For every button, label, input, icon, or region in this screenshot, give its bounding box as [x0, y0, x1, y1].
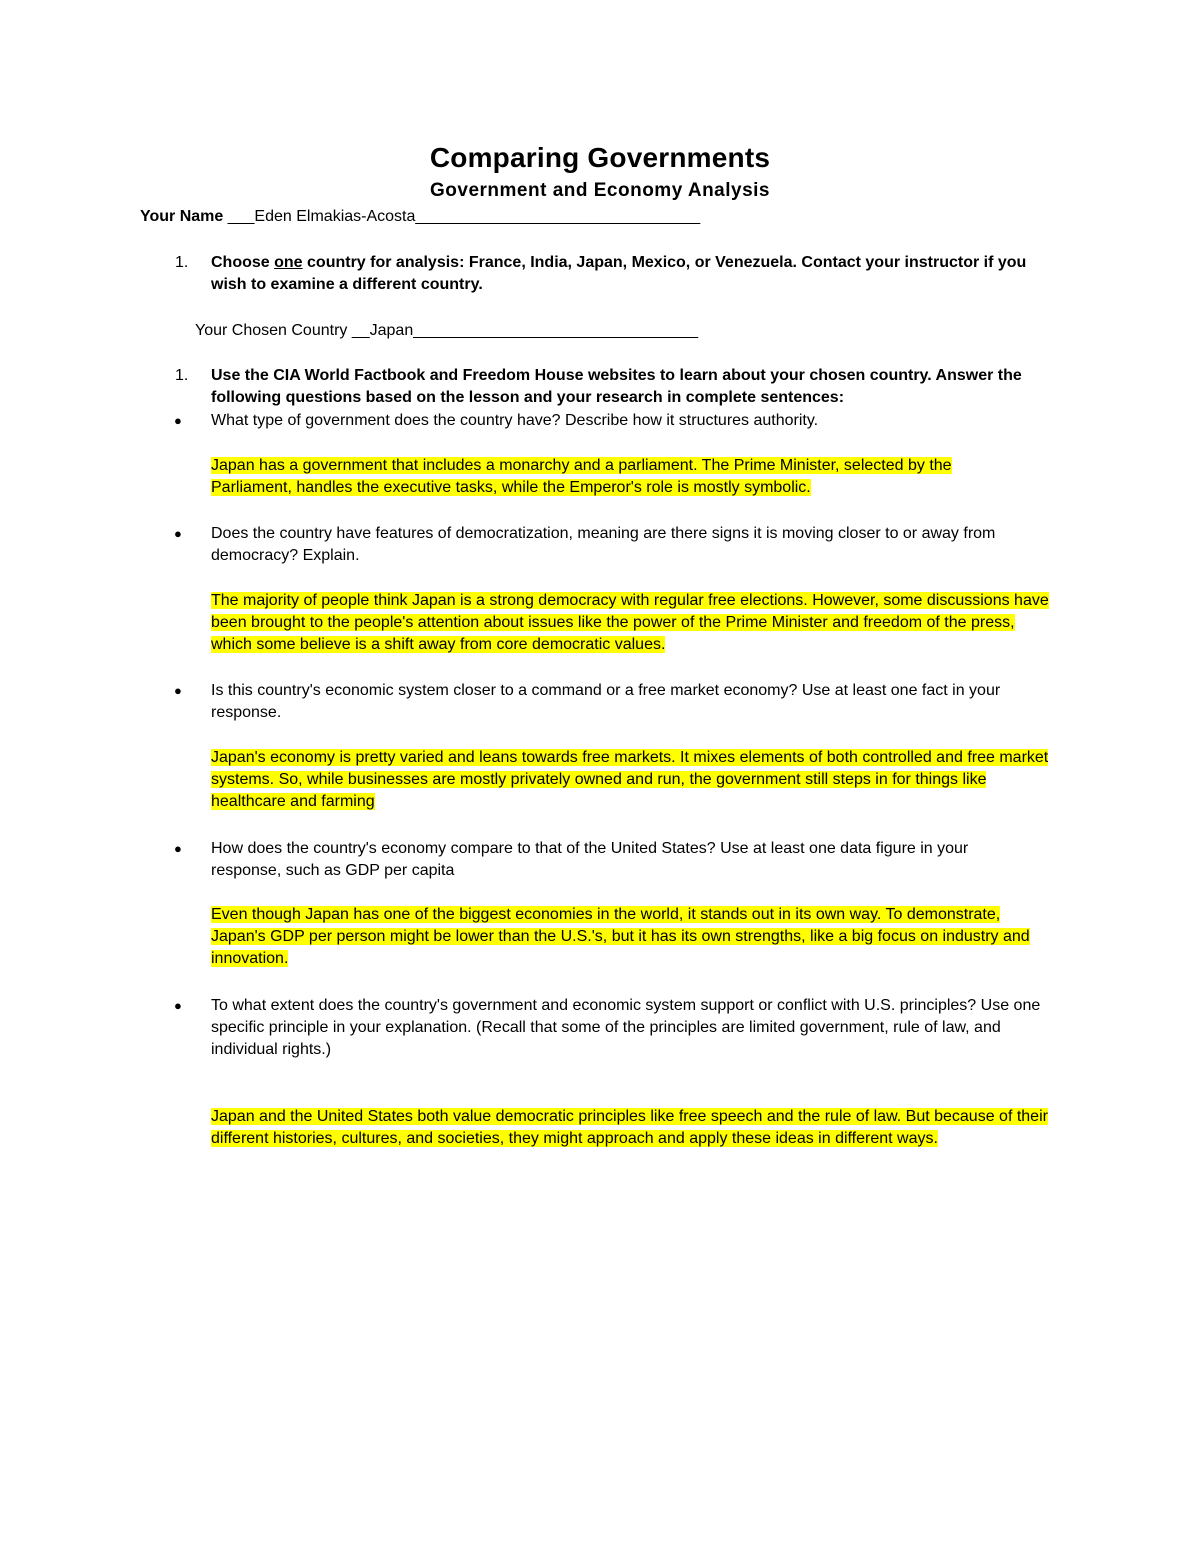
bullet-icon: ●: [174, 998, 182, 1013]
name-line: [140, 206, 700, 228]
question-item-3: Is this country's economic system closer to a command or a free market economy? Use at least one fact in your response.: [211, 682, 1001, 721]
answer-item-2: [211, 590, 1056, 656]
question-item-5: To what extent does the country's government and economic system support or conflict with U.S. principles? Use one specific principle in your explanation. (Recall that some of the principles are limited government, rule of law, and individual rights.): [211, 997, 1041, 1058]
bullet-icon: ●: [174, 841, 182, 856]
answer-item-3: [211, 747, 1056, 813]
answer-highlight: Japan and the United States both value democratic principles like free speech and the rule of law. But because of their different histories, cultures, and societies, they might approach and apply these ideas in different ways.: [211, 1108, 1048, 1147]
bullet-icon: ●: [174, 413, 182, 428]
name-label: Your Name: [140, 208, 224, 225]
name-value: ___Eden Elmakias-Acosta________________________________: [227, 208, 701, 225]
question-2-text: Use the CIA World Factbook and Freedom House websites to learn about your chosen country. Answer the following questions based on the lesson and your research in complete sentences:: [211, 367, 1022, 406]
question-item-4: How does the country's economy compare to that of the United States? Use at least one data figure in your response, such as GDP per capita: [211, 840, 969, 879]
question-1-number: 1.: [175, 254, 189, 271]
answer-highlight: Even though Japan has one of the biggest economies in the world, it stands out in its own way. To demonstrate, Japan's GDP per person might be lower than the U.S.'s, but it has its own strengths, like a big focus on industry and innovation.: [211, 906, 1030, 967]
document-subtitle: Government and Economy Analysis: [430, 180, 770, 201]
q1-text-a: Choose: [211, 254, 275, 271]
bullet-icon: ●: [174, 526, 182, 541]
answer-item-5: [211, 1106, 1061, 1150]
bullet-icon: ●: [174, 683, 182, 698]
chosen-country-line: Your Chosen Country __Japan________________________________: [195, 322, 698, 339]
answer-highlight: Japan's economy is pretty varied and leans towards free markets. It mixes elements of both controlled and free market systems. So, while businesses are mostly privately owned and run, the government still steps in for things like healthcare and farming: [211, 749, 1049, 810]
question-item-2: Does the country have features of democratization, meaning are there signs it is moving closer to or away from democracy? Explain.: [211, 525, 996, 564]
question-item-1: What type of government does the country have? Describe how it structures authority.: [211, 412, 819, 429]
answer-highlight: Japan has a government that includes a monarchy and a parliament. The Prime Minister, selected by the Parliament, handles the executive tasks, while the Emperor's role is mostly symbolic.: [211, 457, 952, 496]
q1-text-b: country for analysis: France, India, Japan, Mexico, or Venezuela. Contact your instructor if you wish to examine a different country.: [211, 254, 1027, 293]
document-title: Comparing Governments: [429, 142, 771, 173]
question-2-number: 1.: [175, 367, 189, 384]
answer-item-4: [211, 904, 1051, 970]
answer-highlight: The majority of people think Japan is a strong democracy with regular free elections. However, some discussions have been brought to the people's attention about issues like the power of the Prime Minister and freedom of the press, which some believe is a shift away from core democratic values.: [211, 592, 1049, 653]
answer-item-1: [211, 455, 1001, 499]
question-1-text: [211, 252, 1051, 296]
q1-text-underlined: one: [274, 254, 303, 271]
